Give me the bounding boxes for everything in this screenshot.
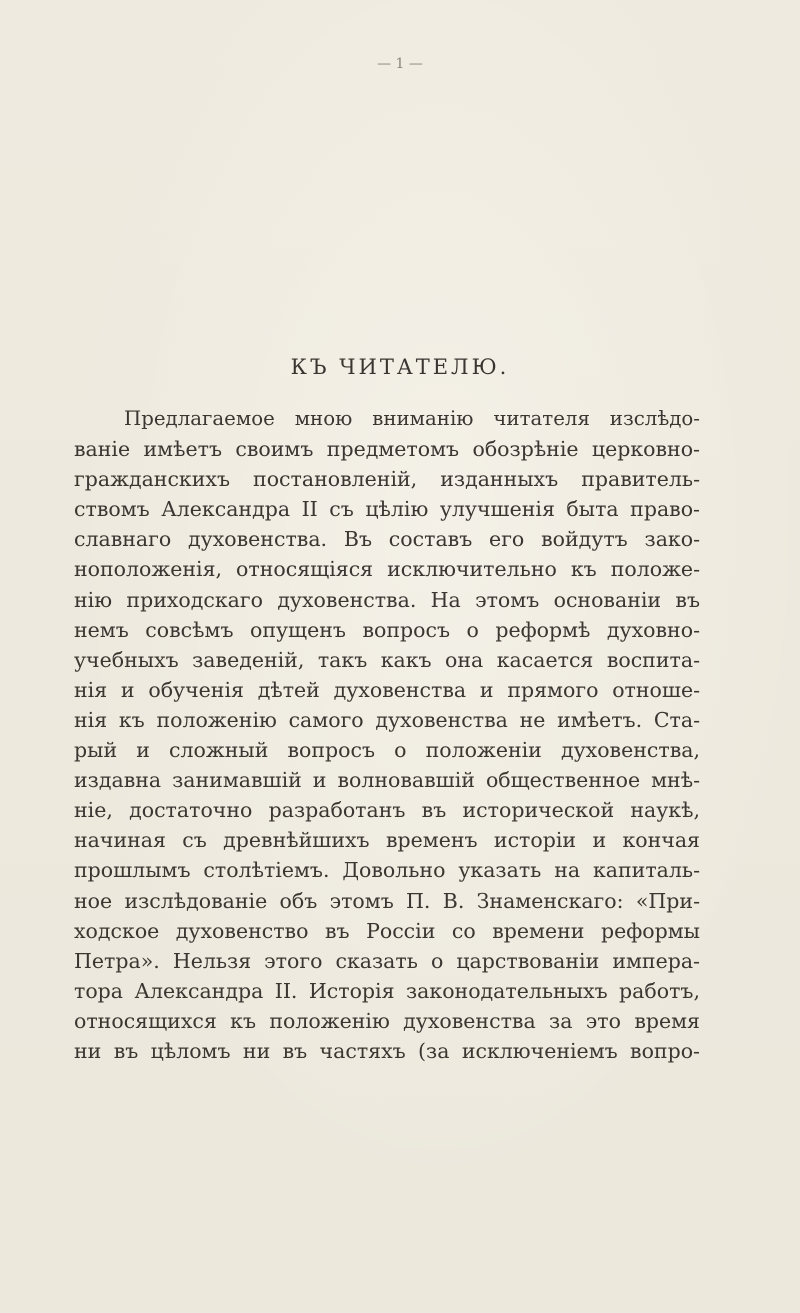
text-line: гражданскихъ постановленій, изданныхъ правитель- — [74, 467, 700, 492]
text-line: ваніе имѣетъ своимъ предметомъ обозрѣніе церковно- — [74, 437, 700, 462]
text-line: ное изслѣдованіе объ этомъ П. В. Знаменскаго: «При- — [74, 888, 700, 913]
text-line: нію приходскаго духовенства. На этомъ основаніи въ — [74, 587, 700, 612]
text-line: нія къ положенію самого духовенства не имѣетъ. Ста- — [74, 707, 700, 732]
text-line: прошлымъ столѣтіемъ. Довольно указать на капиталь- — [74, 858, 700, 883]
text-line: относящихся къ положенію духовенства за это время — [74, 1008, 700, 1033]
body-text — [74, 404, 700, 1066]
text-line: нія и обученія дѣтей духовенства и прямого отноше- — [74, 677, 700, 702]
chapter-heading: КЪ ЧИТАТЕЛЮ. — [290, 355, 510, 379]
text-line: издавна занимавшій и волновавшій общественное мнѣ- — [74, 768, 700, 793]
text-line: тора Александра II. Исторія законодательныхъ работъ, — [74, 978, 700, 1003]
text-line: начиная съ древнѣйшихъ временъ исторіи и кончая — [74, 828, 700, 853]
text-line: Предлагаемое мною вниманію читателя изслѣдо- — [124, 407, 700, 430]
text-line: ходское духовенство въ Россіи со времени реформы — [74, 918, 700, 943]
text-line: славнаго духовенства. Въ составъ его войдутъ зако- — [74, 527, 700, 552]
page-number: — 1 — — [377, 56, 423, 72]
text-line: немъ совсѣмъ опущенъ вопросъ о реформѣ духовно- — [74, 617, 700, 642]
text-line: учебныхъ заведеній, такъ какъ она касается воспита- — [74, 647, 700, 672]
text-line: ствомъ Александра II съ цѣлію улучшенія быта право- — [74, 497, 700, 522]
text-line: ноположенія, относящіяся исключительно къ положе- — [74, 557, 700, 582]
text-line: ни въ цѣломъ ни въ частяхъ (за исключеніемъ вопро- — [74, 1038, 700, 1063]
text-line: рый и сложный вопросъ о положеніи духовенства, — [74, 738, 700, 763]
text-line: Петра». Нельзя этого сказать о царствованіи импера- — [74, 948, 700, 973]
text-line: ніе, достаточно разработанъ въ исторической наукѣ, — [74, 798, 700, 823]
